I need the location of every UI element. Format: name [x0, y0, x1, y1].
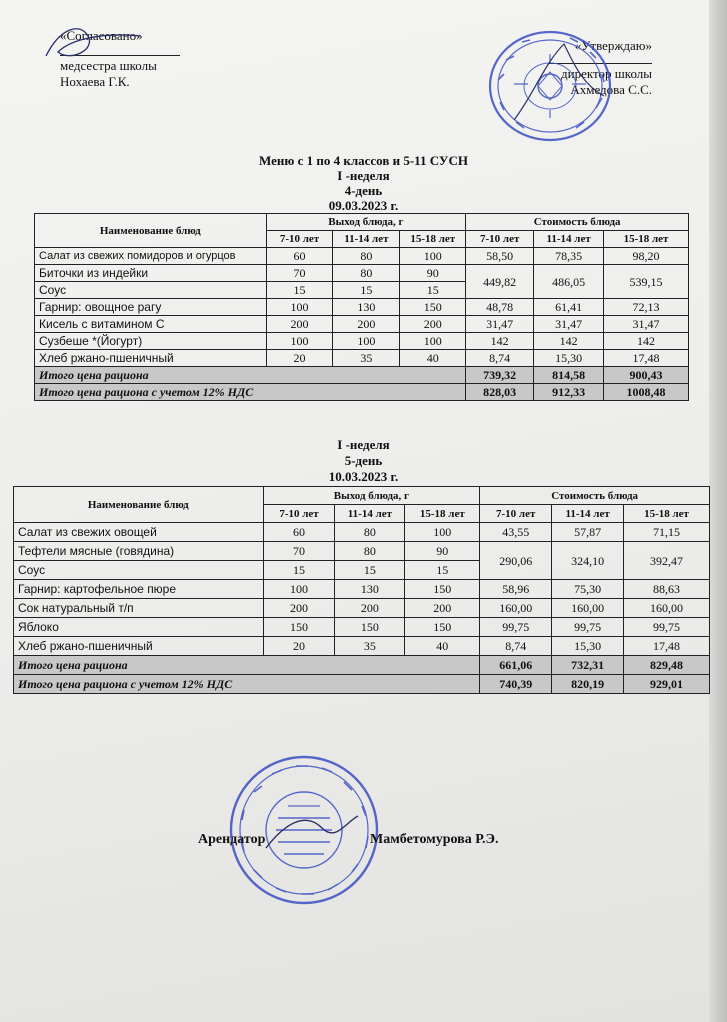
portion-cell: 15	[400, 282, 466, 299]
portion-cell: 35	[335, 637, 405, 656]
nurse-title: медсестра школы	[60, 58, 157, 73]
dish-name: Яблоко	[14, 618, 264, 637]
dish-name: Салат из свежих овощей	[14, 523, 264, 542]
portion-cell: 15	[263, 561, 335, 580]
cost-cell: 17,48	[624, 637, 710, 656]
portion-cell: 130	[333, 299, 400, 316]
table-row	[35, 333, 689, 350]
age-header: 11-14 лет	[552, 505, 624, 523]
table-row	[14, 580, 710, 599]
age-header: 15-18 лет	[400, 231, 466, 248]
age-header: 15-18 лет	[405, 505, 480, 523]
cost-cell: 392,47	[624, 542, 710, 580]
total-cell: 739,32	[466, 367, 534, 384]
dish-name: Гарнир: овощное рагу	[35, 299, 267, 316]
total-row	[35, 367, 689, 384]
total-vat-cell: 820,19	[552, 675, 624, 694]
portion-cell: 150	[263, 618, 335, 637]
portion-cell: 60	[266, 248, 333, 265]
age-header: 7-10 лет	[480, 505, 552, 523]
total-vat-row	[14, 675, 710, 694]
cost-cell: 324,10	[552, 542, 624, 580]
cost-cell: 99,75	[480, 618, 552, 637]
cost-cell: 31,47	[604, 316, 689, 333]
total-cell: 900,43	[604, 367, 689, 384]
cost-cell: 539,15	[604, 265, 689, 299]
cost-cell: 99,75	[552, 618, 624, 637]
table-row	[14, 599, 710, 618]
total-cell: 829,48	[624, 656, 710, 675]
cost-cell: 78,35	[534, 248, 604, 265]
portion-cell: 70	[263, 542, 335, 561]
portion-cell: 20	[263, 637, 335, 656]
portion-cell: 70	[266, 265, 333, 282]
cost-column-header: Стоимость блюда	[480, 487, 710, 505]
portion-cell: 100	[400, 248, 466, 265]
portion-cell: 60	[263, 523, 335, 542]
portion-cell: 200	[400, 316, 466, 333]
menu-table-day1	[34, 213, 689, 401]
dish-name: Салат из свежих помидоров и огурцов	[35, 248, 267, 265]
dish-name: Хлеб ржано-пшеничный	[14, 637, 264, 656]
cost-cell: 8,74	[480, 637, 552, 656]
menu-title: Меню с 1 по 4 классов и 5-11 СУСН	[259, 153, 468, 168]
age-header: 7-10 лет	[466, 231, 534, 248]
age-header: 11-14 лет	[335, 505, 405, 523]
dish-name: Сок натуральный т/п	[14, 599, 264, 618]
tenant-signature-block	[198, 832, 499, 848]
day1-week: I -неделя	[337, 168, 390, 183]
portion-cell: 15	[333, 282, 400, 299]
total-vat-cell: 912,33	[534, 384, 604, 401]
portion-cell: 15	[266, 282, 333, 299]
age-header: 11-14 лет	[534, 231, 604, 248]
portion-cell: 200	[335, 599, 405, 618]
portion-cell: 200	[266, 316, 333, 333]
portion-cell: 80	[333, 248, 400, 265]
cost-cell: 290,06	[480, 542, 552, 580]
cost-cell: 43,55	[480, 523, 552, 542]
portion-cell: 100	[266, 299, 333, 316]
portion-cell: 150	[400, 299, 466, 316]
portion-cell: 100	[266, 333, 333, 350]
total-vat-row	[35, 384, 689, 401]
age-header: 15-18 лет	[604, 231, 689, 248]
dish-name: Хлеб ржано-пшеничный	[35, 350, 267, 367]
dish-column-header: Наименование блюд	[14, 487, 264, 523]
age-header: 15-18 лет	[624, 505, 710, 523]
total-vat-cell: 828,03	[466, 384, 534, 401]
total-label: Итого цена рациона	[14, 656, 480, 675]
age-header: 7-10 лет	[263, 505, 335, 523]
portion-cell: 40	[400, 350, 466, 367]
cost-cell: 58,96	[480, 580, 552, 599]
cost-cell: 31,47	[466, 316, 534, 333]
portion-cell: 130	[335, 580, 405, 599]
cost-cell: 48,78	[466, 299, 534, 316]
table-row	[35, 299, 689, 316]
tenant-role: Арендатор	[198, 832, 266, 847]
total-vat-cell: 1008,48	[604, 384, 689, 401]
menu-table-day2	[13, 486, 710, 694]
portion-cell: 80	[333, 265, 400, 282]
table-row	[35, 265, 689, 282]
cost-cell: 486,05	[534, 265, 604, 299]
table-row	[35, 316, 689, 333]
day1-day: 4-день	[344, 183, 383, 198]
tenant-stamp-seal	[226, 752, 382, 908]
portion-cell: 100	[405, 523, 480, 542]
table-row	[14, 637, 710, 656]
table-row	[35, 350, 689, 367]
portion-cell: 80	[335, 542, 405, 561]
dish-name: Гарнир: картофельное пюре	[14, 580, 264, 599]
agreed-label: «Согласовано»	[60, 28, 143, 43]
portion-cell: 150	[405, 580, 480, 599]
dish-name: Соус	[35, 282, 267, 299]
director-name: Ахмедова С.С.	[570, 82, 652, 97]
cost-cell: 99,75	[624, 618, 710, 637]
cost-cell: 57,87	[552, 523, 624, 542]
cost-cell: 142	[466, 333, 534, 350]
table-row	[14, 542, 710, 561]
nurse-signature-scribble	[40, 18, 150, 68]
dish-name: Сузбеше *(Йогурт)	[35, 333, 267, 350]
day2-date: 10.03.2023 г.	[328, 469, 399, 484]
total-row	[14, 656, 710, 675]
cost-cell: 449,82	[466, 265, 534, 299]
total-vat-label: Итого цена рациона с учетом 12% НДС	[35, 384, 466, 401]
cost-cell: 98,20	[604, 248, 689, 265]
portion-cell: 200	[405, 599, 480, 618]
cost-cell: 15,30	[534, 350, 604, 367]
dish-name: Биточки из индейки	[35, 265, 267, 282]
total-label: Итого цена рациона	[35, 367, 466, 384]
age-header: 11-14 лет	[333, 231, 400, 248]
cost-cell: 160,00	[480, 599, 552, 618]
cost-cell: 17,48	[604, 350, 689, 367]
day2-day: 5-день	[344, 453, 383, 468]
portion-cell: 90	[400, 265, 466, 282]
table-row	[14, 523, 710, 542]
cost-cell: 142	[604, 333, 689, 350]
cost-cell: 15,30	[552, 637, 624, 656]
table-row	[14, 618, 710, 637]
portion-cell: 15	[335, 561, 405, 580]
cost-cell: 160,00	[552, 599, 624, 618]
cost-cell: 8,74	[466, 350, 534, 367]
total-vat-cell: 740,39	[480, 675, 552, 694]
portion-cell: 20	[266, 350, 333, 367]
cost-cell: 142	[534, 333, 604, 350]
tenant-name: Мамбетомурова Р.Э.	[370, 832, 499, 847]
portion-cell: 80	[335, 523, 405, 542]
cost-cell: 61,41	[534, 299, 604, 316]
cost-cell: 71,15	[624, 523, 710, 542]
portion-column-header: Выход блюда, г	[263, 487, 480, 505]
portion-cell: 100	[263, 580, 335, 599]
cost-cell: 31,47	[534, 316, 604, 333]
nurse-name: Нохаева Г.К.	[60, 74, 130, 89]
dish-name: Соус	[14, 561, 264, 580]
cost-column-header: Стоимость блюда	[466, 214, 689, 231]
approve-label: «Утверждаю»	[574, 38, 652, 53]
portion-cell: 15	[405, 561, 480, 580]
age-header: 7-10 лет	[266, 231, 333, 248]
director-title: директор школы	[561, 66, 652, 81]
portion-cell: 150	[405, 618, 480, 637]
table-row	[35, 248, 689, 265]
portion-column-header: Выход блюда, г	[266, 214, 466, 231]
portion-cell: 90	[405, 542, 480, 561]
cost-cell: 88,63	[624, 580, 710, 599]
portion-cell: 100	[333, 333, 400, 350]
dish-column-header: Наименование блюд	[35, 214, 267, 248]
portion-cell: 100	[400, 333, 466, 350]
portion-cell: 150	[335, 618, 405, 637]
total-vat-label: Итого цена рациона с учетом 12% НДС	[14, 675, 480, 694]
cost-cell: 72,13	[604, 299, 689, 316]
day2-week: I -неделя	[337, 437, 390, 452]
cost-cell: 160,00	[624, 599, 710, 618]
dish-name: Тефтели мясные (говядина)	[14, 542, 264, 561]
total-cell: 814,58	[534, 367, 604, 384]
dish-name: Кисель с витамином С	[35, 316, 267, 333]
total-cell: 732,31	[552, 656, 624, 675]
portion-cell: 200	[333, 316, 400, 333]
total-cell: 661,06	[480, 656, 552, 675]
portion-cell: 40	[405, 637, 480, 656]
portion-cell: 35	[333, 350, 400, 367]
day1-date: 09.03.2023 г.	[328, 198, 399, 213]
cost-cell: 75,30	[552, 580, 624, 599]
cost-cell: 58,50	[466, 248, 534, 265]
total-vat-cell: 929,01	[624, 675, 710, 694]
school-stamp-seal	[484, 24, 620, 144]
portion-cell: 200	[263, 599, 335, 618]
